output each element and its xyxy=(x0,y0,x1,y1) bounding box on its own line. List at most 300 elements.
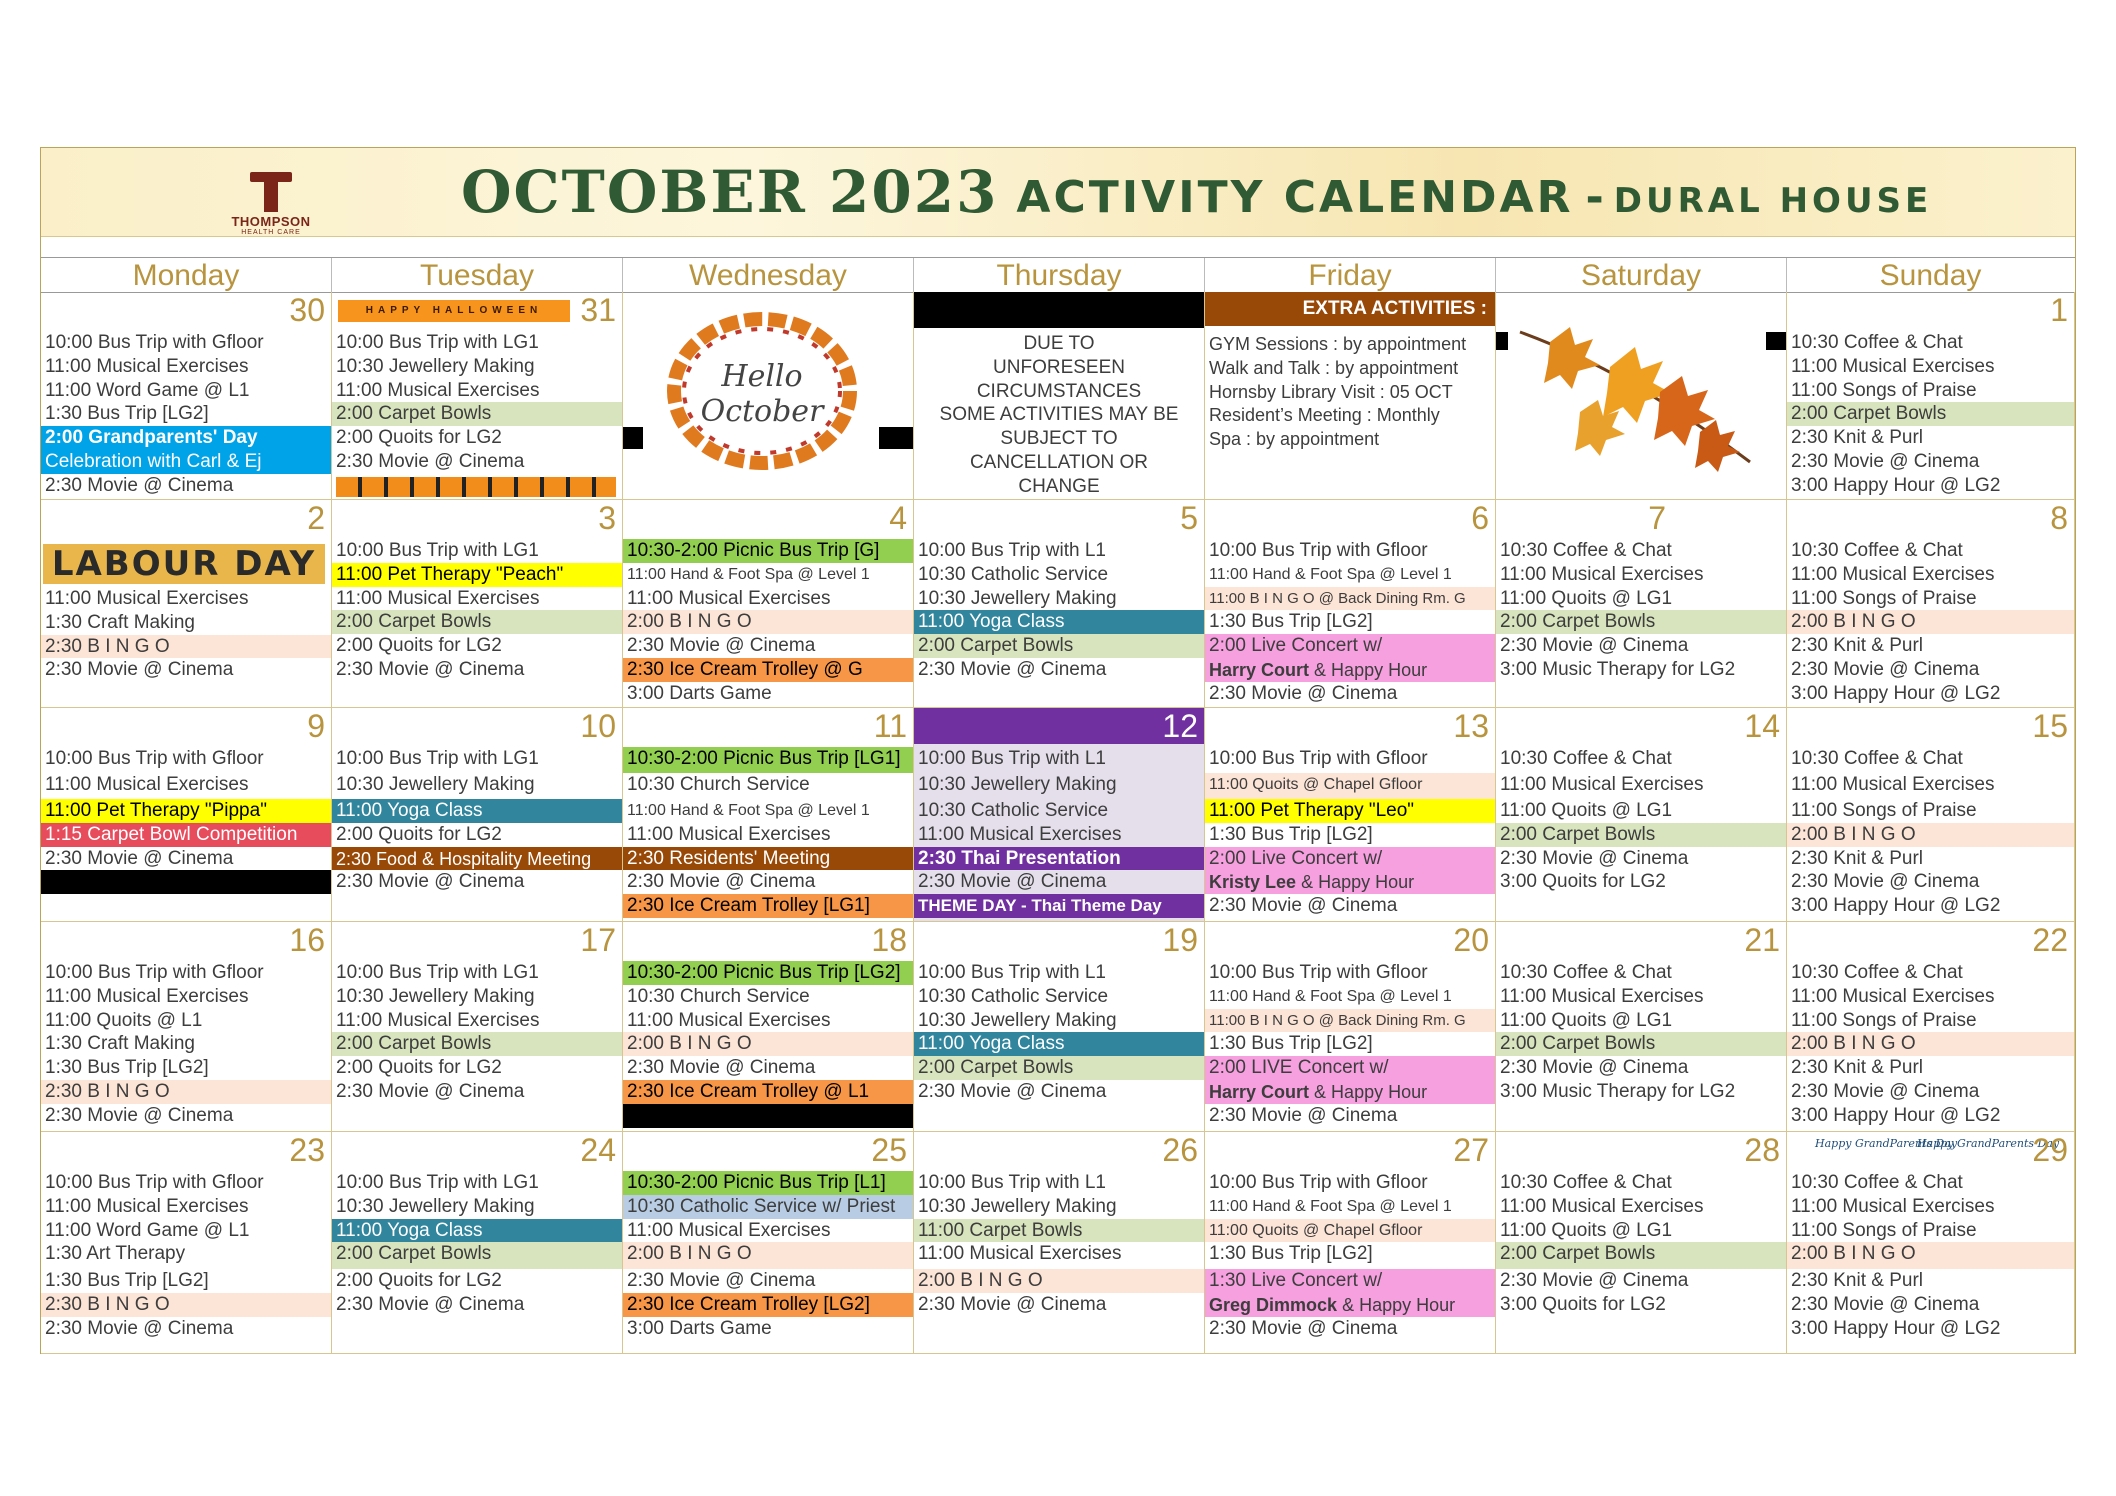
notice-line: CANCELLATION OR xyxy=(969,451,1149,473)
list-item: 11:00 Musical Exercises xyxy=(45,1195,249,1217)
list-item: 11:00 Hand & Foot Spa @ Level 1 xyxy=(627,802,870,819)
list-item: 2:00 Carpet Bowls xyxy=(332,402,622,426)
weekday-header xyxy=(41,257,2075,293)
list-item: 11:00 Quoits @ LG1 xyxy=(1500,1009,1673,1031)
list-item: 10:30 Church Service xyxy=(627,985,810,1007)
day-cell xyxy=(1496,922,1787,1132)
list-item: 2:30 Knit & Purl xyxy=(1791,635,1924,657)
list-item: 11:00 Word Game @ L1 xyxy=(45,379,250,401)
list-item: GYM Sessions : by appointment xyxy=(1209,334,1467,354)
notice-line: SUBJECT TO xyxy=(1000,428,1118,450)
title-month: OCTOBER 2023 xyxy=(461,158,999,226)
calendar-banner xyxy=(41,148,2075,237)
list-item: 1:30 Bus Trip [LG2] xyxy=(1209,823,1373,845)
black-header-bar xyxy=(914,292,1204,328)
list-item: 2:00 Quoits for LG2 xyxy=(336,823,502,845)
list-item: 11:00 B I N G O @ Back Dining Rm. G xyxy=(1205,587,1495,611)
list-item: 2:00 Carpet Bowls xyxy=(332,1032,622,1056)
list-item: 10:30-2:00 Picnic Bus Trip [G] xyxy=(623,539,913,563)
list-item: 11:00 Musical Exercises xyxy=(336,379,540,401)
list-item: 2:00 Carpet Bowls xyxy=(1496,823,1786,847)
black-marker xyxy=(1496,332,1508,350)
list-item: 10:00 Bus Trip with L1 xyxy=(918,1172,1106,1193)
list-item: 2:30 Knit & Purl xyxy=(1791,1057,1924,1079)
list-item: 2:30 Movie @ Cinema xyxy=(336,871,525,893)
list-item: 2:00 Quoits for LG2 xyxy=(336,1057,502,1079)
list-item: 2:00 Carpet Bowls xyxy=(1787,402,2074,426)
list-item: 2:30 Movie @ Cinema xyxy=(1209,1317,1398,1339)
day-number: 29 xyxy=(2032,1132,2068,1168)
list-item: 11:00 Hand & Foot Spa @ Level 1 xyxy=(1209,987,1452,1005)
day-number: 26 xyxy=(1162,1132,1198,1168)
list-item: 10:30-2:00 Picnic Bus Trip [LG2] xyxy=(623,961,913,985)
performer-name: Harry Court xyxy=(1209,659,1310,680)
list-item: 2:00 Quoits for LG2 xyxy=(336,635,502,657)
list-item: 11:00 Yoga Class xyxy=(914,610,1204,634)
list-item: Hornsby Library Visit : 05 OCT xyxy=(1209,381,1453,402)
list-item: 2:30 Movie @ Cinema xyxy=(336,1294,525,1316)
list-item: 11:00 Musical Exercises xyxy=(1791,774,1995,795)
list-item: 3:00 Happy Hour @ LG2 xyxy=(1791,895,2001,917)
list-item: 11:00 Yoga Class xyxy=(332,799,622,823)
list-item: 2:00 Live Concert w/ xyxy=(1205,847,1495,871)
list-item: 11:00 Pet Therapy "Pippa" xyxy=(41,799,331,823)
black-marker xyxy=(623,427,643,449)
list-item: 2:30 Movie @ Cinema xyxy=(918,1080,1107,1102)
list-item: 10:30 Coffee & Chat xyxy=(1500,1172,1672,1193)
list-item: 10:30-2:00 Picnic Bus Trip [LG1] xyxy=(623,747,913,773)
list-item: 1:30 Craft Making xyxy=(45,1033,195,1055)
list-item: 10:30 Catholic Service xyxy=(918,985,1109,1007)
list-item: 3:00 Music Therapy for LG2 xyxy=(1500,1080,1736,1102)
list-item: 11:00 Quoits @ Chapel Gfloor xyxy=(1205,1219,1495,1243)
notice-line: DUE TO xyxy=(1023,333,1095,354)
list-item: 2:00 B I N G O xyxy=(623,1032,913,1056)
day-cell xyxy=(1205,1132,1496,1354)
performer-name: Kristy Lee xyxy=(1209,872,1297,893)
day-number: 11 xyxy=(873,708,907,744)
calendar-sheet xyxy=(40,147,2076,1354)
thompson-logo xyxy=(216,170,326,236)
day-number: 15 xyxy=(2032,708,2068,744)
day-cell xyxy=(1205,500,1496,708)
list-item: 2:30 Movie @ Cinema xyxy=(918,658,1107,680)
day-cell xyxy=(332,500,623,708)
list-item: 11:00 Quoits @ Chapel Gfloor xyxy=(1205,773,1495,799)
day-cell xyxy=(1205,922,1496,1132)
list-item: 3:00 Happy Hour @ LG2 xyxy=(1791,1317,2001,1339)
grandparents-day-image: Happy GrandParents Day xyxy=(1917,1137,2060,1150)
list-item: 11:00 Musical Exercises xyxy=(1791,563,1995,585)
list-item: 10:30 Jewellery Making xyxy=(918,1009,1117,1031)
notice-line: UNFORESEEN xyxy=(993,356,1125,378)
list-item: 11:00 Musical Exercises xyxy=(918,823,1122,845)
list-item: 10:30 Coffee & Chat xyxy=(1500,748,1672,769)
list-item: 10:30 Jewellery Making xyxy=(336,1195,535,1217)
list-item: 3:00 Darts Game xyxy=(627,682,772,704)
day-cell xyxy=(914,292,1205,500)
list-item: 2:30 Residents' Meeting xyxy=(623,847,913,871)
day-cell xyxy=(1496,292,1787,500)
list-item: 10:30 Coffee & Chat xyxy=(1791,332,1963,353)
list-item: 2:00 B I N G O xyxy=(1787,1032,2074,1056)
day-number: 10 xyxy=(580,708,616,744)
day-number: 9 xyxy=(307,708,325,744)
list-item: 11:00 Quoits @ LG1 xyxy=(1500,800,1673,821)
list-item: 3:00 Quoits for LG2 xyxy=(1500,1294,1666,1316)
list-item: 2:30 Movie @ Cinema xyxy=(1791,658,1980,680)
labour-day-banner: LABOUR DAY xyxy=(43,544,325,584)
list-item: 1:30 Bus Trip [LG2] xyxy=(45,1057,209,1079)
day-cell xyxy=(1496,1132,1787,1354)
list-item: 10:30 Coffee & Chat xyxy=(1791,540,1963,561)
list-item: 10:30 Coffee & Chat xyxy=(1791,748,1963,769)
list-item: 11:00 Yoga Class xyxy=(332,1219,622,1243)
week-row-2 xyxy=(41,500,2075,707)
list-item: 2:00 LIVE Concert w/ xyxy=(1205,1056,1495,1080)
performer-name: Harry Court xyxy=(1209,1081,1310,1102)
list-item: 3:00 Darts Game xyxy=(627,1317,772,1339)
list-item: 2:30 Knit & Purl xyxy=(1791,847,1924,869)
title-dash: - xyxy=(1585,172,1604,223)
day-number: 27 xyxy=(1453,1132,1489,1168)
list-item: 10:30 Coffee & Chat xyxy=(1791,962,1963,983)
list-item: 11:00 Musical Exercises xyxy=(1791,1195,1995,1217)
day-cell xyxy=(914,708,1205,922)
day-cell xyxy=(1205,292,1496,500)
list-item-suffix: & Happy Hour xyxy=(1314,659,1428,680)
weekday-tuesday: Tuesday xyxy=(332,258,623,292)
list-item: 2:30 B I N G O xyxy=(41,1293,331,1317)
list-item: 10:30 Coffee & Chat xyxy=(1791,1172,1963,1193)
notice-line: CIRCUMSTANCES xyxy=(976,380,1142,402)
list-item: 11:00 Musical Exercises xyxy=(1500,563,1704,585)
list-item: 11:00 Quoits @ LG1 xyxy=(1500,587,1673,609)
list-item: 10:00 Bus Trip with Gfloor xyxy=(1209,540,1428,561)
list-item: 10:30-2:00 Picnic Bus Trip [L1] xyxy=(623,1171,913,1195)
list-item: 2:30 Movie @ Cinema xyxy=(1791,1294,1980,1316)
list-item: 10:00 Bus Trip with Gfloor xyxy=(45,748,264,769)
list-item: 10:30 Jewellery Making xyxy=(918,1195,1117,1217)
day-number: 12 xyxy=(1162,708,1198,744)
list-item: Walk and Talk : by appointment xyxy=(1209,357,1459,378)
day-number: 7 xyxy=(1648,500,1666,536)
black-marker xyxy=(623,1104,913,1128)
list-item: 11:00 Hand & Foot Spa @ Level 1 xyxy=(1209,565,1452,583)
weekday-saturday: Saturday xyxy=(1496,258,1787,292)
list-item: 2:30 Food & Hospitality Meeting xyxy=(332,847,622,871)
day-number: 19 xyxy=(1162,922,1198,958)
list-item: 11:00 Songs of Praise xyxy=(1791,587,1977,609)
list-item: 10:30 Jewellery Making xyxy=(336,985,535,1007)
list-item: 2:30 Movie @ Cinema xyxy=(1500,847,1689,869)
list-item: 2:30 Movie @ Cinema xyxy=(918,1294,1107,1316)
list-item: 3:00 Happy Hour @ LG2 xyxy=(1791,474,2001,496)
october-text: October xyxy=(700,394,824,429)
list-item: 2:00 Carpet Bowls xyxy=(914,634,1204,658)
logo-text: THOMPSON xyxy=(231,214,311,229)
day-cell xyxy=(41,708,332,922)
list-item: 10:00 Bus Trip with LG1 xyxy=(336,962,539,983)
list-item: 2:30 Ice Cream Trolley [LG1] xyxy=(623,894,913,918)
list-item xyxy=(1205,870,1495,894)
day-cell xyxy=(41,292,332,500)
list-item: 2:30 Movie @ Cinema xyxy=(1500,1270,1689,1292)
logo-t-icon xyxy=(250,170,292,212)
title-house: DURAL HOUSE xyxy=(1613,181,1933,221)
list-item: Resident’s Meeting : Monthly xyxy=(1209,405,1440,426)
list-item: 2:30 Movie @ Cinema xyxy=(45,847,234,869)
list-item: 11:00 Musical Exercises xyxy=(1791,355,1995,377)
list-item: 11:00 B I N G O @ Back Dining Rm. G xyxy=(1205,1009,1495,1033)
day-number: 18 xyxy=(871,922,907,958)
list-item-suffix: & Happy Hour xyxy=(1342,1295,1456,1316)
list-item xyxy=(1205,1293,1495,1317)
list-item xyxy=(1205,1080,1495,1104)
day-number: 8 xyxy=(2050,500,2068,536)
list-item: 2:30 Movie @ Cinema xyxy=(1209,895,1398,917)
list-item: 11:00 Pet Therapy "Leo" xyxy=(1205,799,1495,823)
list-item: 3:00 Music Therapy for LG2 xyxy=(1500,658,1736,680)
list-item: 11:00 Quoits @ L1 xyxy=(45,1009,203,1031)
day-number: 22 xyxy=(2032,922,2068,958)
day-cell xyxy=(1787,708,2075,922)
day-cell xyxy=(623,292,914,500)
list-item: 2:30 Ice Cream Trolley [LG2] xyxy=(623,1293,913,1317)
list-item: 1:30 Bus Trip [LG2] xyxy=(1209,611,1373,633)
day-cell xyxy=(623,1132,914,1354)
halloween-banner: HAPPY HALLOWEEN xyxy=(338,300,570,322)
list-item: 11:00 Musical Exercises xyxy=(1500,1195,1704,1217)
list-item: 3:00 Happy Hour @ LG2 xyxy=(1791,1104,2001,1126)
list-item: 11:00 Musical Exercises xyxy=(336,587,540,609)
list-item: 2:30 Ice Cream Trolley @ L1 xyxy=(623,1080,913,1104)
black-marker xyxy=(41,870,331,894)
list-item: 10:00 Bus Trip with Gfloor xyxy=(45,1172,264,1193)
day-number: 4 xyxy=(889,500,907,536)
list-item: 2:30 B I N G O xyxy=(41,1080,331,1104)
list-item: 2:30 Movie @ Cinema xyxy=(627,635,816,657)
list-item: 2:30 Movie @ Cinema xyxy=(918,871,1107,893)
list-item: 2:30 Movie @ Cinema xyxy=(627,1270,816,1292)
list-item: 2:30 Movie @ Cinema xyxy=(1791,1080,1980,1102)
list-item: 2:30 B I N G O xyxy=(41,635,331,659)
list-item: 2:30 Movie @ Cinema xyxy=(336,658,525,680)
list-item: 11:00 Musical Exercises xyxy=(45,588,249,609)
list-item: 11:00 Musical Exercises xyxy=(336,1009,540,1031)
list-item: 1:30 Art Therapy xyxy=(45,1243,186,1265)
list-item: Spa : by appointment xyxy=(1209,429,1380,450)
pumpkin-border-image xyxy=(336,477,616,497)
day-number: 30 xyxy=(289,292,325,328)
list-item: 10:00 Bus Trip with Gfloor xyxy=(45,332,264,353)
list-item: 2:00 B I N G O xyxy=(1787,610,2074,634)
list-item: 1:30 Craft Making xyxy=(45,611,195,633)
hello-text: Hello xyxy=(721,359,803,394)
day-cell xyxy=(1496,708,1787,922)
purple-date-bar xyxy=(914,708,1204,744)
weekday-monday: Monday xyxy=(41,258,332,292)
list-item: 1:15 Carpet Bowl Competition xyxy=(41,823,331,847)
list-item: 11:00 Musical Exercises xyxy=(627,587,831,609)
weekday-friday: Friday xyxy=(1205,258,1496,292)
list-item: 2:30 Movie @ Cinema xyxy=(1791,871,1980,893)
week-row-3 xyxy=(41,708,2075,921)
list-item: 2:00 B I N G O xyxy=(914,1269,1204,1293)
list-item: 10:00 Bus Trip with Gfloor xyxy=(45,962,264,983)
list-item: 2:30 Movie @ Cinema xyxy=(1791,450,1980,472)
list-item: 11:00 Hand & Foot Spa @ Level 1 xyxy=(1209,1197,1452,1215)
list-item: 2:00 B I N G O xyxy=(1787,823,2074,847)
day-number: 3 xyxy=(598,500,616,536)
list-item: 1:30 Live Concert w/ xyxy=(1205,1269,1495,1293)
week-row-1 xyxy=(41,292,2075,499)
day-cell xyxy=(1205,708,1496,922)
list-item: 2:00 Quoits for LG2 xyxy=(336,1270,502,1292)
list-item: 10:00 Bus Trip with LG1 xyxy=(336,332,539,353)
list-item: 10:00 Bus Trip with L1 xyxy=(918,748,1106,769)
list-item: 2:30 Movie @ Cinema xyxy=(336,1080,525,1102)
day-cell xyxy=(1787,1132,2075,1354)
list-item: 11:00 Musical Exercises xyxy=(45,355,249,377)
list-item: 11:00 Songs of Praise xyxy=(1791,379,1977,401)
list-item: 10:00 Bus Trip with L1 xyxy=(918,540,1106,561)
list-item: 2:00 Carpet Bowls xyxy=(1496,1032,1786,1056)
list-item: 2:30 Movie @ Cinema xyxy=(45,1317,234,1339)
page-title xyxy=(461,158,1932,226)
list-item: 2:30 Movie @ Cinema xyxy=(627,871,816,893)
list-item: 11:00 Musical Exercises xyxy=(45,774,249,795)
list-item: 10:00 Bus Trip with LG1 xyxy=(336,540,539,561)
day-cell xyxy=(623,708,914,922)
notice-line: SOME ACTIVITIES MAY BE xyxy=(939,404,1179,426)
day-number: 13 xyxy=(1453,708,1489,744)
day-number: 5 xyxy=(1180,500,1198,536)
list-item: 1:30 Bus Trip [LG2] xyxy=(1209,1243,1373,1265)
logo-subtext: HEALTH CARE xyxy=(241,229,301,236)
list-item: 2:30 Movie @ Cinema xyxy=(627,1057,816,1079)
list-item xyxy=(1205,658,1495,682)
list-item: 2:30 Movie @ Cinema xyxy=(1500,635,1689,657)
hello-october-wreath-image xyxy=(657,306,867,476)
list-item: 11:00 Musical Exercises xyxy=(45,985,249,1007)
weekday-thursday: Thursday xyxy=(914,258,1205,292)
list-item: 10:30 Jewellery Making xyxy=(336,355,535,377)
list-item: 2:30 Thai Presentation xyxy=(914,847,1204,871)
list-item: 2:30 Movie @ Cinema xyxy=(45,659,234,681)
list-item-suffix: & Happy Hour xyxy=(1314,1081,1428,1102)
list-item: 2:30 Movie @ Cinema xyxy=(1500,1057,1689,1079)
day-cell xyxy=(914,1132,1205,1354)
day-cell xyxy=(41,500,332,708)
list-item: Celebration with Carl & Ej xyxy=(41,450,331,474)
day-number: 1 xyxy=(2050,292,2068,328)
theme-day-label: THEME DAY - Thai Theme Day xyxy=(914,894,1204,918)
list-item: 2:00 B I N G O xyxy=(623,610,913,634)
list-item: 10:00 Bus Trip with Gfloor xyxy=(1209,748,1428,769)
list-item: 2:30 Movie @ Cinema xyxy=(45,474,234,496)
day-number: 23 xyxy=(289,1132,325,1168)
list-item: 1:30 Bus Trip [LG2] xyxy=(45,403,209,425)
list-item: 2:00 B I N G O xyxy=(623,1242,913,1269)
list-item: 10:30 Jewellery Making xyxy=(918,774,1117,795)
day-number: 25 xyxy=(871,1132,907,1168)
list-item: 11:00 Musical Exercises xyxy=(918,1243,1122,1265)
list-item: 10:30 Coffee & Chat xyxy=(1500,540,1672,561)
list-item: 2:00 Carpet Bowls xyxy=(1496,610,1786,634)
day-number: 20 xyxy=(1453,922,1489,958)
list-item: 2:00 B I N G O xyxy=(1787,1242,2074,1269)
list-item: 2:00 Carpet Bowls xyxy=(332,610,622,634)
day-number: 17 xyxy=(580,922,616,958)
day-cell xyxy=(1787,500,2075,708)
day-cell xyxy=(914,500,1205,708)
day-number: 24 xyxy=(580,1132,616,1168)
list-item-suffix: & Happy Hour xyxy=(1301,872,1415,893)
black-marker xyxy=(1766,332,1786,350)
list-item: 11:00 Musical Exercises xyxy=(1500,985,1704,1007)
day-cell xyxy=(332,292,623,500)
day-number: 21 xyxy=(1744,922,1780,958)
list-item: 2:30 Knit & Purl xyxy=(1791,1270,1924,1292)
day-cell xyxy=(1787,922,2075,1132)
day-number: 2 xyxy=(307,500,325,536)
notice-line: CHANGE xyxy=(1018,475,1100,497)
day-number: 6 xyxy=(1471,500,1489,536)
list-item: 2:30 Knit & Purl xyxy=(1791,427,1924,449)
list-item: 11:00 Hand & Foot Spa @ Level 1 xyxy=(627,565,870,583)
list-item: 10:00 Bus Trip with Gfloor xyxy=(1209,1172,1428,1193)
list-item: 1:30 Bus Trip [LG2] xyxy=(1209,1033,1373,1055)
list-item: 10:00 Bus Trip with LG1 xyxy=(336,1172,539,1193)
list-item: 2:00 Grandparents' Day xyxy=(41,426,331,450)
list-item: 11:00 Pet Therapy "Peach" xyxy=(332,563,622,587)
list-item: 10:00 Bus Trip with Gfloor xyxy=(1209,962,1428,983)
day-number: 14 xyxy=(1744,708,1780,744)
list-item: 10:30 Jewellery Making xyxy=(918,587,1117,609)
day-cell xyxy=(623,922,914,1132)
grandparents-day-image: Happy GrandParents Day xyxy=(1815,1137,1958,1150)
day-cell xyxy=(332,922,623,1132)
day-number: 31 xyxy=(580,292,616,328)
list-item: 2:30 Movie @ Cinema xyxy=(1209,682,1398,704)
day-cell xyxy=(1496,500,1787,708)
list-item: 2:30 Movie @ Cinema xyxy=(1209,1104,1398,1126)
weekday-wednesday: Wednesday xyxy=(623,258,914,292)
day-cell xyxy=(41,1132,332,1354)
list-item: 11:00 Musical Exercises xyxy=(627,1009,831,1031)
day-cell xyxy=(332,708,623,922)
list-item: 10:30 Catholic Service xyxy=(918,800,1109,821)
extra-activities-header: EXTRA ACTIVITIES : xyxy=(1205,292,1495,326)
list-item: 1:30 Bus Trip [LG2] xyxy=(45,1270,209,1292)
list-item: 10:30 Coffee & Chat xyxy=(1500,962,1672,983)
list-item: 2:00 Quoits for LG2 xyxy=(336,427,502,449)
day-cell xyxy=(914,922,1205,1132)
performer-name: Greg Dimmock xyxy=(1209,1295,1338,1316)
week-row-4 xyxy=(41,922,2075,1131)
list-item: 11:00 Musical Exercises xyxy=(1500,774,1704,795)
black-marker xyxy=(879,427,913,449)
list-item: 11:00 Songs of Praise xyxy=(1791,800,1977,821)
week-row-5 xyxy=(41,1132,2075,1353)
list-item: 10:30 Catholic Service w/ Priest xyxy=(623,1195,913,1219)
list-item: 2:30 Movie @ Cinema xyxy=(336,450,525,472)
day-cell xyxy=(41,922,332,1132)
list-item: 11:00 Musical Exercises xyxy=(1791,985,1995,1007)
list-item: 2:30 Ice Cream Trolley @ G xyxy=(623,658,913,682)
list-item: 3:00 Quoits for LG2 xyxy=(1500,871,1666,893)
